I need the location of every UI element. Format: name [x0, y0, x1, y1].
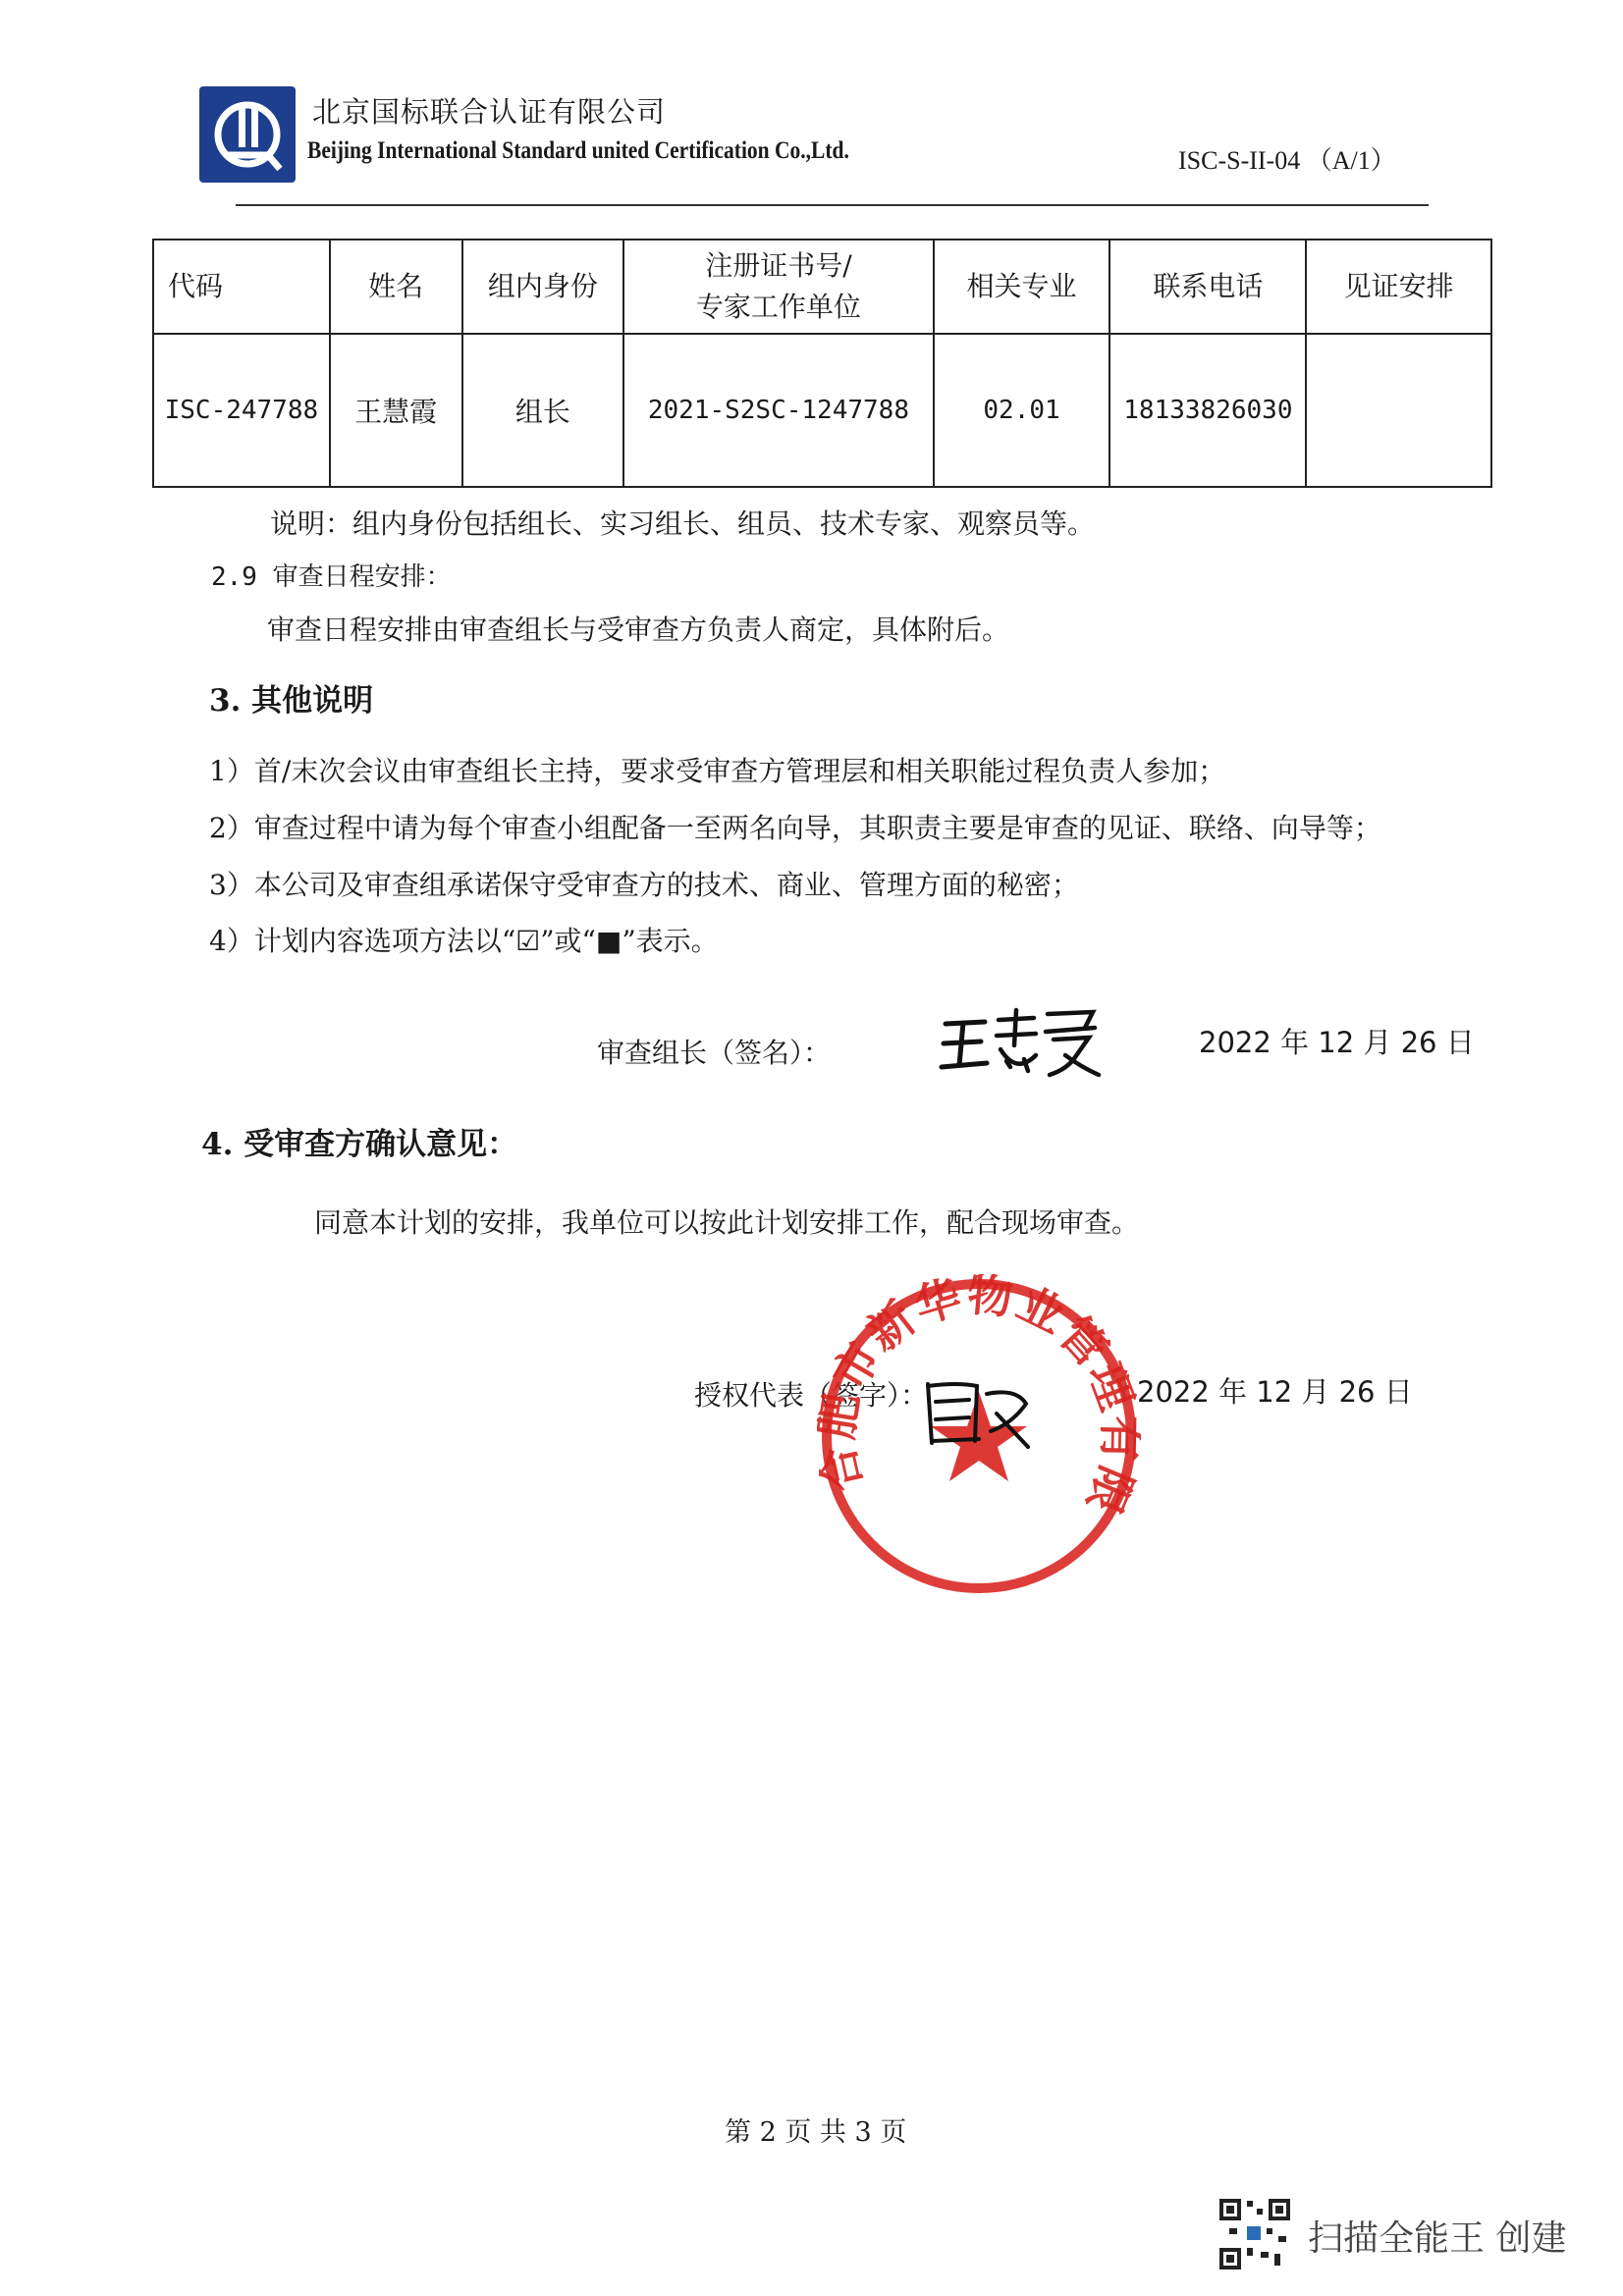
- representative-sign-date: 2022 年 12 月 26 日: [1137, 1375, 1413, 1409]
- leader-sign-date: 2022 年 12 月 26 日: [1199, 1026, 1475, 1059]
- representative-sign-label: 授权代表（签字）：: [694, 1379, 929, 1412]
- header-divider: [236, 204, 1429, 206]
- document-code: ISC-S-II-04 （A/1）: [1178, 146, 1396, 175]
- cell-specialty: 02.01: [934, 334, 1110, 487]
- cell-phone: 18133826030: [1109, 334, 1306, 487]
- table-header-row: [153, 240, 1491, 334]
- cell-name: 王慧霞: [330, 334, 462, 487]
- representative-signature: [918, 1374, 1036, 1457]
- header-role: 组内身份: [462, 240, 624, 334]
- section-4-title: 4. 受审查方确认意见：: [201, 1127, 518, 1162]
- cell-code: ISC-247788: [153, 334, 330, 487]
- header-cert-line2: 专家工作单位: [695, 291, 861, 323]
- header-name: 姓名: [330, 240, 462, 334]
- cell-cert: 2021-S2SC-1247788: [623, 334, 933, 487]
- cell-witness: [1306, 334, 1491, 487]
- stamp-text: 市新华物业管理 限: [822, 1274, 1141, 1523]
- cell-role: 组长: [462, 334, 624, 487]
- schedule-text: 审查日程安排由审查组长与受审查方负责人商定，具体附后。: [267, 614, 1010, 646]
- section-3-title: 3. 其他说明: [209, 683, 374, 719]
- company-name-cn: 北京国标联合认证有限公司: [312, 95, 667, 129]
- confirm-text: 同意本计划的安排，我单位可以按此计划安排工作，配合现场审查。: [314, 1206, 1140, 1239]
- header-specialty: 相关专业: [934, 240, 1110, 334]
- header-cert-line1: 注册证书号/: [705, 249, 852, 282]
- leader-sign-label: 审查组长（签名）：: [597, 1037, 832, 1069]
- other-item-2: 2）审查过程中请为每个审查小组配备一至两名向导，其职责主要是审查的见证、联络、向导等；: [209, 812, 1381, 844]
- company-name-en: Beijing International Standard united Certification Co.,Ltd.: [307, 137, 849, 164]
- company-logo: [199, 86, 296, 183]
- page-number: 第 2 页 共 3 页: [725, 2117, 907, 2148]
- other-item-1: 1）首/末次会议由审查组长主持，要求受审查方管理层和相关职能过程负责人参加；: [209, 755, 1226, 787]
- leader-signature: [938, 1006, 1105, 1089]
- other-item-3: 3）本公司及审查组承诺保守受审查方的技术、商业、管理方面的秘密；: [209, 869, 1079, 901]
- table-note: 说明：组内身份包括组长、实习组长、组员、技术专家、观察员等。: [270, 507, 1096, 540]
- header-cert: [623, 240, 933, 334]
- header-code: 代码: [153, 240, 330, 334]
- table-row: [153, 334, 1491, 487]
- qr-code-icon: [1217, 2197, 1292, 2271]
- scanner-watermark: 扫描全能王 创建: [1308, 2218, 1567, 2259]
- schedule-heading: 2.9 审查日程安排：: [211, 562, 452, 592]
- audit-team-table: [152, 239, 1492, 488]
- header-witness: 见证安排: [1306, 240, 1491, 334]
- header-phone: 联系电话: [1109, 240, 1306, 334]
- other-item-4: 4）计划内容选项方法以“☑”或“■”表示。: [209, 925, 719, 957]
